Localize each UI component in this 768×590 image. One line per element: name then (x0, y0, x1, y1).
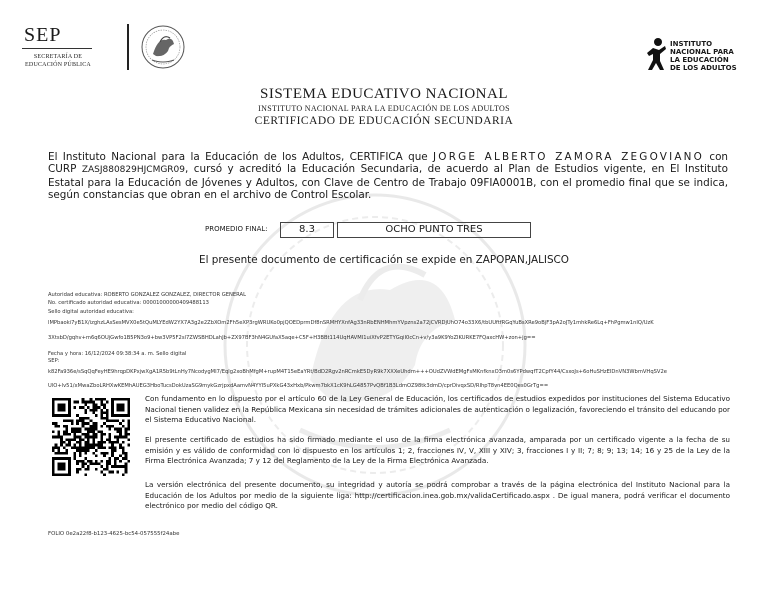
final-grade-words: OCHO PUNTO TRES (337, 222, 531, 238)
legal-paragraph-verification: La versión electrónica del presente documento, su integridad y autoría se podrá comprobar a través de la página electrónica del Instituto Nacional para la Educación de los Adultos por medio de la siguiente liga: http://certificacion.inea.gob.mx/validaCertificado.aspx . De igual manera, podrá verificar el documento electrónico por medio del código QR. (145, 480, 730, 510)
sep-logo-text: SEP (24, 24, 62, 46)
final-grade-value: 8.3 (280, 222, 334, 238)
digital-seal-label: Sello digital autoridad educativa: (48, 309, 134, 315)
sep-digital-seal: k82Fa936e/sSqQqFeyHE9hrqpDKPxjwXgA1R5b9tLnHy7NcodygMI7/Eqlg2xoBhMfgM+rupM4T15eEaYRt/BdD2Rgv2nRCmkE5DyR9k7XXXeUhdm+++OUdZVWdEMgFsMKnfknxO3m0s6YPdwqfT2CpfY44/CsxoJs+6oHuSHzEIDnVN3WbmVHqSV2e (48, 369, 667, 375)
header-vertical-divider (127, 24, 129, 70)
sep-digital-seal-cont: UlO+lv51/xMwaZboLRHXwKEMhAUEG3HboTucsDokUzaSG9mykGzrjpxdAamvN4YYI5uPXkG43xHxb/Pkwm7bkX1cK9hLG4857PvQBf1B3LdmOZ98tk3dmD/cprDivqxSD/RIhpT8vn4EE0Qes0GrTg== (48, 383, 549, 389)
timestamp-line: Fecha y hora: 16/12/2024 09:38:34 a. m. Sello digital (48, 351, 187, 357)
document-main-title: SISTEMA EDUCATIVO NACIONAL (260, 86, 508, 102)
inea-logo-icon (645, 37, 667, 71)
sep-seal-label: SEP: (48, 358, 60, 364)
curp-value: ZASJ880829HJCMGR09 (81, 165, 186, 176)
digital-seal-authority: lMPbaoki7yB1X/izghzLAsSesMVX0e5tQuMLYEdW2YX7A3g2e2ZbXOm2Fh5eXP3rgWRUKo0pjQOEDprmDf8nSRMHYXnfAg33nRbENHMhmYVpzns2a72jCVRDjUhO74o33X6/tbUUftfRGqYuBsXRe9oBjF3pA2oJTy1mhkRe6Lq+FhPgmw1nIQ/UzK (48, 320, 654, 326)
folio-number: FOLIO 0e2a22f8-b123-4625-bc54-057555f24abe (48, 531, 180, 537)
inea-logo-line: INSTITUTO (670, 40, 713, 48)
inea-logo-line: DE LOS ADULTOS (670, 64, 737, 72)
sep-logo-subtitle-line1: SECRETARÍA DE (33, 54, 83, 60)
certificate-title: CERTIFICADO DE EDUCACIÓN SECUNDARIA (254, 115, 514, 127)
issuance-location: El presente documento de certificación se expide en ZAPOPAN,JALISCO (199, 254, 569, 266)
legal-paragraph-signature: El presente certificado de estudios ha sido firmado mediante el uso de la firma electrónica avanzada, amparada por un certificado vigente a la fecha de su emisión y es válido de conformidad con lo dispuesto en los artículos 1; 2, fracciones IV, V, XIII y XIV; 3, fracciones I y II; 7; 8; 9; 13; 14; 16 y 25 de la Ley de la Firma Electrónica Avanzada; 7 y 12 del Reglamento de la Ley de la Firma Electrónica Avanzada. (145, 435, 730, 465)
document-institution-subtitle: INSTITUTO NACIONAL PARA LA EDUCACIÓN DE LOS ADULTOS (258, 104, 510, 113)
legal-paragraph-validity: Con fundamento en lo dispuesto por el artículo 60 de la Ley General de Educación, los certificados de estudios expedidos por instituciones del Sistema Educativo Nacional tienen validez en la República Mexicana sin necesidad de trámites adicionales de autenticación o legalización, favoreciendo el tránsito del educando por el Sistema Educativo Nacional. (145, 394, 730, 424)
mexico-coat-of-arms-icon (138, 24, 188, 70)
inea-logo-text (670, 40, 760, 72)
student-name: JORGE ALBERTO ZAMORA ZEGOVIANO (433, 151, 704, 163)
qr-code[interactable] (52, 398, 130, 476)
inea-logo-line: NACIONAL PARA (670, 48, 734, 56)
certification-details: , cursó y acreditó la Educación Secundaria, de acuerdo al Plan de Estudios vigente, en El Instituto Estatal para la Educación de Jóvenes y Adultos, con Clave de Centro de Trabajo 09FIA0001B, con el promedio final que se indica, según constancias que obran en el archivo de Control Escolar. (48, 163, 728, 202)
sep-logo-subtitle-line2: EDUCACIÓN PÚBLICA (25, 62, 91, 68)
final-grade-label: PROMEDIO FINAL: (205, 225, 268, 233)
sep-logo-subtitle (10, 53, 106, 69)
certification-paragraph (48, 151, 728, 202)
intro-text: El Instituto Nacional para la Educación de los Adultos, CERTIFICA que (48, 151, 428, 163)
sep-logo-divider (22, 48, 92, 49)
certificate-number-line: No. certificado autoridad educativa: 00001000000409488113 (48, 300, 209, 306)
curp-label: con CURP (48, 151, 729, 176)
authority-line: Autoridad educativa: ROBERTO GONZALEZ GONZALEZ, DIRECTOR GENERAL (48, 292, 246, 298)
inea-logo-line: LA EDUCACIÓN (670, 56, 729, 64)
digital-seal-authority-cont: 3XtsbD/gqhv+m6q6OUjGwfo1B5PN3o9+bw3VP5F2sl7ZWSBHDLahJb+ZX97BF3hN4GUfaX5aqe+C5F+H3BBt114UqHAVMI1uiXfvP2ETYGqiI0cCn+v/y3a9K9YoZIKURKE7FQaxcHW+zon+jg== (48, 335, 536, 341)
